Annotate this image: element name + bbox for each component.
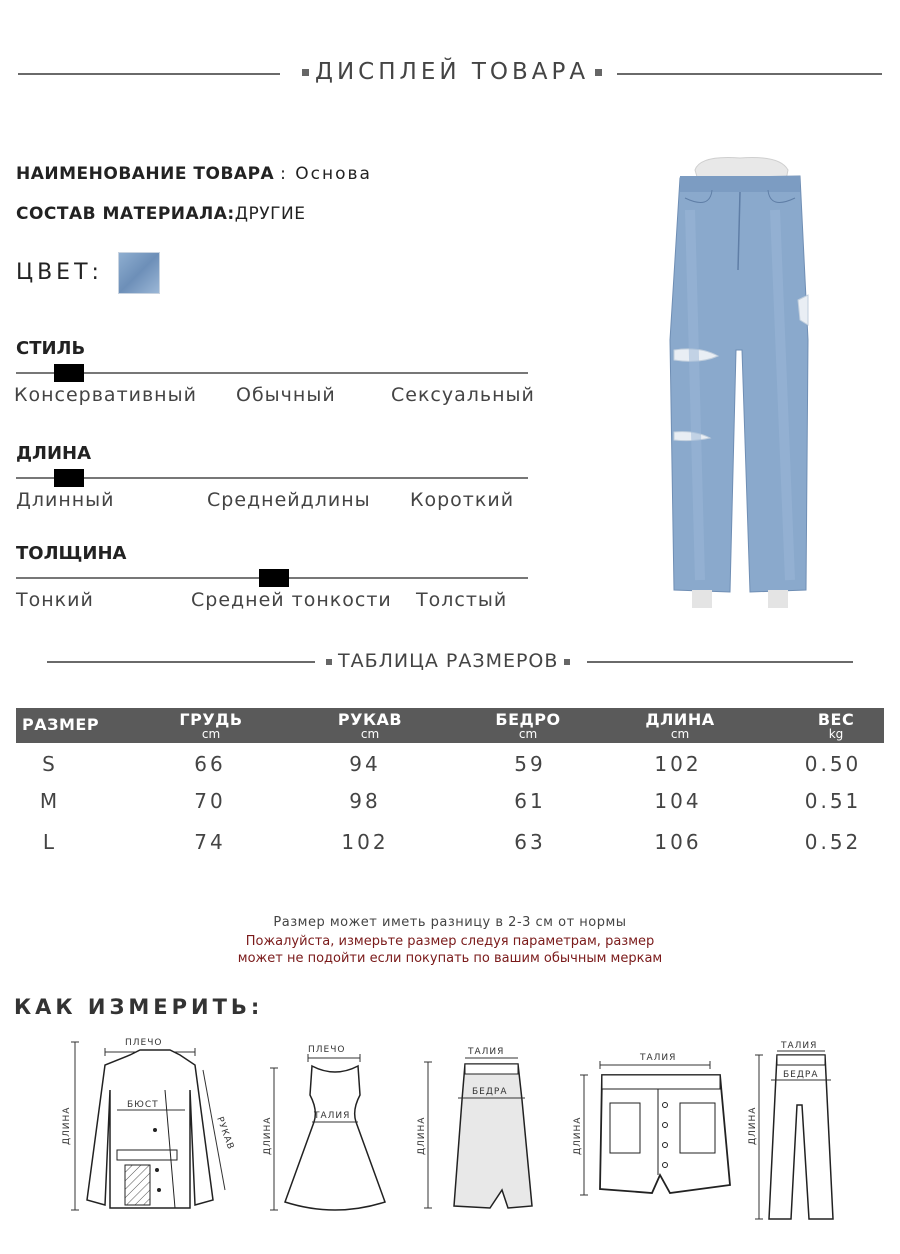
shorts-diagram bbox=[570, 1045, 750, 1205]
svg-text:ДЛИНА: ДЛИНА bbox=[748, 1106, 758, 1145]
style-option: Сексуальный bbox=[391, 384, 535, 406]
table-cell: M bbox=[39, 789, 61, 813]
page-title: ДИСПЛЕЙ ТОВАРА bbox=[296, 59, 608, 85]
col-size: РАЗМЕР bbox=[22, 715, 100, 734]
length-label: ДЛИНА bbox=[16, 443, 92, 464]
svg-text:ДЛИНА: ДЛИНА bbox=[263, 1116, 273, 1155]
style-label: СТИЛЬ bbox=[16, 338, 86, 359]
length-option: Среднейдлины bbox=[207, 489, 371, 511]
size-table-title: ТАБЛИЦА РАЗМЕРОВ bbox=[320, 650, 576, 672]
table-cell: 102 bbox=[341, 830, 389, 854]
measure-warning: Пожалуйста, измерьте размер следуя параметрам, размер bbox=[245, 934, 655, 949]
table-cell: 102 bbox=[654, 752, 702, 776]
table-cell: 106 bbox=[654, 830, 702, 854]
product-color-label: ЦВЕТ: bbox=[16, 260, 103, 285]
col-weight: ВЕС kg bbox=[817, 710, 855, 741]
svg-text:РУКАВ: РУКАВ bbox=[214, 1115, 236, 1152]
skirt-diagram bbox=[410, 1040, 560, 1220]
style-option: Обычный bbox=[236, 384, 336, 406]
svg-text:ТАЛИЯ: ТАЛИЯ bbox=[781, 1041, 818, 1051]
thickness-label: ТОЛЩИНА bbox=[16, 543, 127, 564]
size-rule-left bbox=[47, 661, 315, 663]
product-image bbox=[640, 150, 840, 610]
dress-diagram bbox=[260, 1040, 410, 1220]
shorts-outline bbox=[600, 1075, 730, 1193]
table-cell: L bbox=[42, 830, 58, 854]
style-option: Консервативный bbox=[14, 384, 197, 406]
thickness-marker bbox=[259, 569, 289, 587]
size-rule-right bbox=[587, 661, 853, 663]
svg-text:БЕДРА: БЕДРА bbox=[472, 1087, 508, 1097]
length-option: Короткий bbox=[410, 489, 515, 511]
svg-text:БЮСТ: БЮСТ bbox=[127, 1100, 159, 1110]
svg-text:ТАЛИЯ: ТАЛИЯ bbox=[468, 1047, 505, 1057]
table-cell: 0.50 bbox=[804, 752, 862, 776]
svg-text:ДЛИНА: ДЛИНА bbox=[62, 1106, 72, 1145]
col-sleeve: РУКАВ cm bbox=[337, 710, 403, 741]
table-cell: 70 bbox=[194, 789, 226, 813]
svg-text:БЕДРА: БЕДРА bbox=[783, 1070, 819, 1080]
svg-text:ПЛЕЧО: ПЛЕЧО bbox=[308, 1045, 346, 1055]
jacket-diagram bbox=[55, 1030, 245, 1220]
table-cell: 0.51 bbox=[804, 789, 862, 813]
svg-text:ДЛИНА: ДЛИНА bbox=[417, 1116, 427, 1155]
header-rule-left bbox=[18, 73, 280, 75]
header-rule-right bbox=[617, 73, 882, 75]
table-cell: 0.52 bbox=[804, 830, 862, 854]
thickness-option: Средней тонкости bbox=[191, 589, 392, 611]
table-cell: 63 bbox=[514, 830, 546, 854]
pants-diagram bbox=[745, 1035, 855, 1225]
table-cell: S bbox=[42, 752, 58, 776]
table-cell: 104 bbox=[654, 789, 702, 813]
product-name: НАИМЕНОВАНИЕ ТОВАРА : Основа bbox=[16, 164, 372, 184]
measure-warning: может не подойти если покупать по вашим обычным меркам bbox=[237, 951, 663, 966]
length-scale bbox=[16, 477, 528, 479]
length-marker bbox=[54, 469, 84, 487]
table-cell: 59 bbox=[514, 752, 546, 776]
thickness-option: Тонкий bbox=[16, 589, 94, 611]
style-scale bbox=[16, 372, 528, 374]
dress-outline bbox=[285, 1066, 385, 1210]
size-note: Размер может иметь разницу в 2-3 см от нормы bbox=[273, 915, 627, 930]
how-to-title: КАК ИЗМЕРИТЬ: bbox=[14, 995, 264, 1019]
svg-text:ПЛЕЧО: ПЛЕЧО bbox=[125, 1038, 163, 1048]
table-cell: 94 bbox=[349, 752, 381, 776]
table-cell: 61 bbox=[514, 789, 546, 813]
length-option: Длинный bbox=[16, 489, 115, 511]
jeans-waistband bbox=[680, 176, 800, 192]
color-swatch bbox=[118, 252, 160, 294]
table-cell: 66 bbox=[194, 752, 226, 776]
skirt-outline bbox=[454, 1064, 532, 1208]
svg-text:ТАЛИЯ: ТАЛИЯ bbox=[314, 1111, 351, 1121]
table-cell: 74 bbox=[194, 830, 226, 854]
col-hip: БЕДРО cm bbox=[495, 710, 561, 741]
style-marker bbox=[54, 364, 84, 382]
size-table-header bbox=[16, 708, 884, 743]
svg-text:ТАЛИЯ: ТАЛИЯ bbox=[640, 1053, 677, 1063]
svg-text:ДЛИНА: ДЛИНА bbox=[573, 1116, 583, 1155]
table-cell: 98 bbox=[349, 789, 381, 813]
thickness-option: Толстый bbox=[416, 589, 508, 611]
product-material: СОСТАВ МАТЕРИАЛА:ДРУГИЕ bbox=[16, 204, 306, 224]
col-bust: ГРУДЬ cm bbox=[179, 710, 243, 741]
col-length: ДЛИНА cm bbox=[645, 710, 715, 741]
